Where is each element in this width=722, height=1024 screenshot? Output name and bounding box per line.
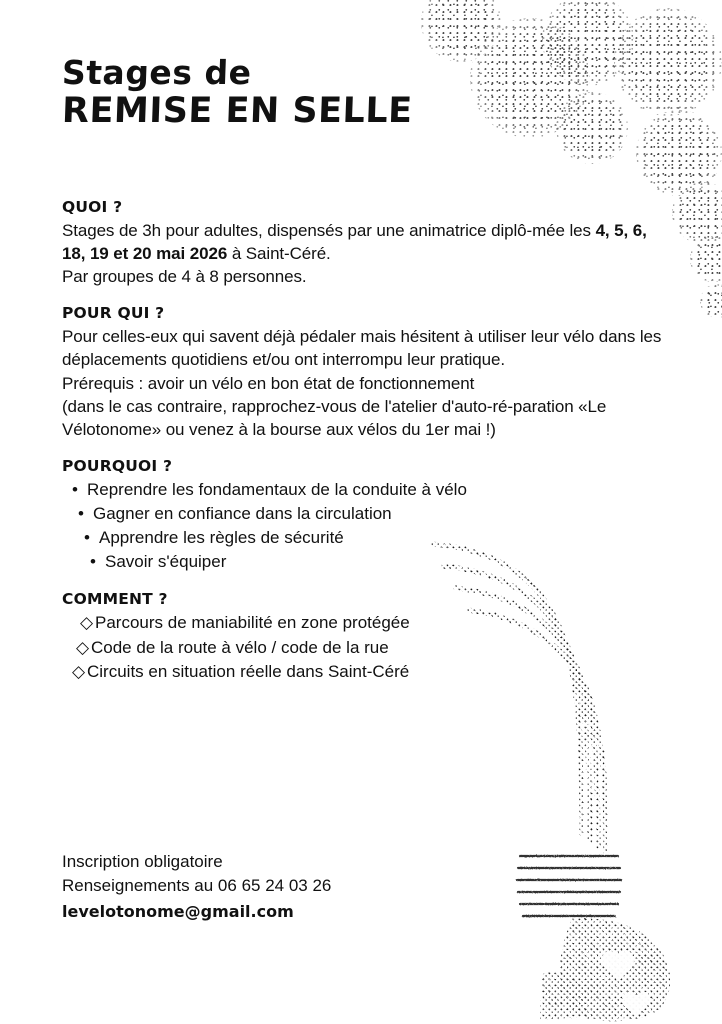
section-quoi-paragraph <box>62 219 670 265</box>
bullet-diamond-icon: ◇ <box>80 613 94 633</box>
list-item-label: Gagner en confiance dans la circulation <box>93 504 392 523</box>
section-pourquoi <box>62 457 670 575</box>
section-heading-pour-qui: POUR QUI ? <box>62 304 165 323</box>
contact-block <box>62 850 582 924</box>
list-item <box>62 550 670 574</box>
pour-qui-paragraph-3: (dans le cas contraire, rapprochez-vous de l'atelier d'auto-ré-paration «Le Vélotonome» ou venez à la bourse aux vélos du 1er mai !) <box>62 396 607 439</box>
section-pour-qui <box>62 304 670 441</box>
list-item <box>62 660 670 684</box>
list-item-label: Code de la route à vélo / code de la rue <box>91 637 389 657</box>
list-item-label: Circuits en situation réelle dans Saint-Céré <box>87 661 410 681</box>
list-item-label: Reprendre les fondamentaux de la conduite à vélo <box>87 479 467 499</box>
section-comment <box>62 590 670 683</box>
inscription-note: Inscription obligatoire <box>62 852 223 871</box>
title-line-1: Stages de <box>61 53 253 92</box>
pour-qui-paragraph-2: Prérequis : avoir un vélo en bon état de fonctionnement <box>62 373 475 393</box>
section-heading-comment: COMMENT ? <box>62 590 168 609</box>
list-item <box>62 478 670 502</box>
list-item <box>62 502 670 526</box>
pour-qui-paragraph-1: Pour celles-eux qui savent déjà pédaler mais hésitent à utiliser leur vélo dans les déplacements quotidiens et/ou ont interrompu leur pratique. <box>62 327 662 370</box>
section-quoi <box>62 198 670 288</box>
quoi-text-part1: Stages de 3h pour adultes, dispensés par une animatrice diplô-mée les <box>62 221 596 240</box>
bullet-dot-icon: • <box>78 504 84 523</box>
page-title <box>61 53 582 131</box>
section-heading-quoi: QUOI ? <box>62 198 123 216</box>
title-line-2: REMISE EN SELLE <box>61 90 414 131</box>
list-item-label: Savoir s'équiper <box>105 552 227 572</box>
list-item <box>62 611 670 635</box>
phone-line: Renseignements au 06 65 24 03 26 <box>62 876 332 896</box>
quoi-text-part2: à Saint-Céré. <box>227 244 331 264</box>
bullet-diamond-icon: ◇ <box>76 637 90 657</box>
list-item-label: Parcours de maniabilité en zone protégée <box>95 613 410 633</box>
quoi-dates: 4, 5, 6, 18, 19 et 20 mai 2026 <box>62 221 647 264</box>
poster-body <box>62 198 670 684</box>
pourquoi-list <box>62 478 670 575</box>
list-item <box>62 526 670 550</box>
bullet-dot-icon: • <box>90 552 96 572</box>
section-heading-pourquoi: POURQUOI ? <box>62 456 173 475</box>
comment-list <box>62 611 670 683</box>
bullet-dot-icon: • <box>72 479 78 499</box>
bullet-dot-icon: • <box>84 528 90 548</box>
list-item-label: Apprendre les règles de sécurité <box>99 528 344 548</box>
email-address[interactable]: levelotonome@gmail.com <box>62 902 294 922</box>
section-quoi-paragraph-extra: Par groupes de 4 à 8 personnes. <box>62 267 307 287</box>
bullet-diamond-icon: ◇ <box>72 661 86 681</box>
list-item <box>62 636 670 660</box>
